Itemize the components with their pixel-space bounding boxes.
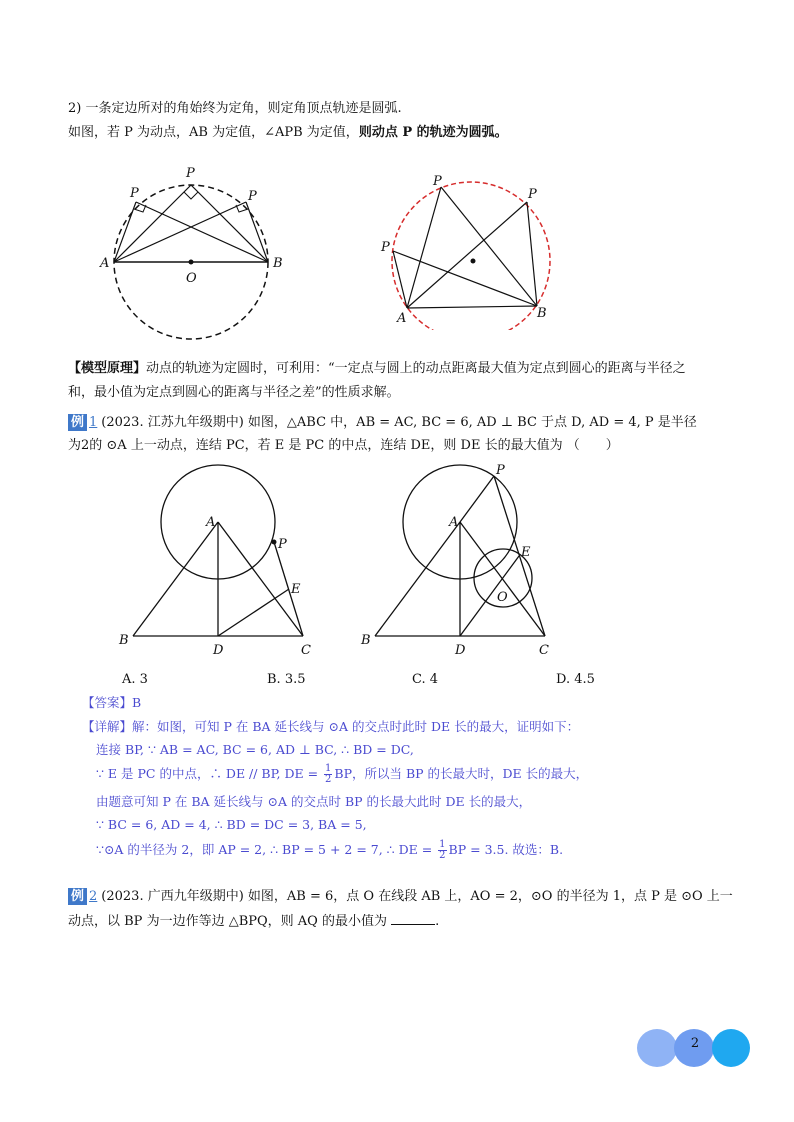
detail-line-4: 由题意可知 P 在 BA 延长线与 ⊙A 的交点时 BP 的长最大此时 DE 长的最大， xyxy=(96,794,532,809)
label-p: P xyxy=(248,189,257,204)
segment xyxy=(114,202,246,262)
label-b: B xyxy=(361,633,371,648)
label-o: O xyxy=(186,271,197,286)
answer-value: B xyxy=(132,695,142,710)
detail-line-1 xyxy=(82,718,579,736)
label-c: C xyxy=(539,643,549,658)
segment-ab xyxy=(375,522,460,636)
fraction-half xyxy=(324,764,332,785)
option-b[interactable]: B. 3.5 xyxy=(267,672,306,687)
segment xyxy=(407,202,527,308)
example-2-period: . xyxy=(435,914,440,929)
chord-ab xyxy=(407,306,537,308)
option-d[interactable]: D. 4.5 xyxy=(556,672,595,687)
rule-line-2-bold: 则动点 P 的轨迹为圆弧。 xyxy=(358,125,508,140)
label-d: D xyxy=(213,643,224,658)
option-c[interactable]: C. 4 xyxy=(412,672,439,687)
label-p: P xyxy=(496,463,505,478)
segment xyxy=(393,251,407,308)
center-point xyxy=(189,260,194,265)
detail-text-1: 解：如图，可知 P 在 BA 延长线与 ⊙A 的交点时此时 DE 长的最大，证明如下： xyxy=(132,719,580,734)
principle-label: 【模型原理】 xyxy=(68,361,147,376)
center-point xyxy=(471,259,476,264)
fraction-half xyxy=(438,840,446,861)
label-b: B xyxy=(273,256,283,271)
detail-line-3 xyxy=(96,764,588,785)
figure-example-1-a xyxy=(115,458,315,658)
fraction-denominator: 2 xyxy=(439,850,446,861)
detail-line-6 xyxy=(96,840,563,861)
segment-de xyxy=(218,589,289,636)
label-a: A xyxy=(397,311,407,326)
detail-text-3b: BP，所以当 BP 的长最大时，DE 长的最大， xyxy=(334,766,589,781)
detail-text-6b: BP = 3.5. 故选：B. xyxy=(448,842,564,857)
rule-line-1: 2) 一条定边所对的角始终为定角，则定角顶点轨迹是圆弧. xyxy=(68,101,402,116)
answer-label: 【答案】 xyxy=(82,695,133,710)
example-number: 1 xyxy=(89,415,98,430)
label-d: D xyxy=(455,643,466,658)
answer-blank[interactable] xyxy=(391,912,435,925)
label-a: A xyxy=(100,256,110,271)
figure-fixed-angle-locus xyxy=(375,165,565,330)
rule-line-2 xyxy=(68,124,508,142)
example-1-line-1 xyxy=(68,414,697,432)
detail-line-2: 连接 BP, ∵ AB = AC, BC = 6, AD ⊥ BC, ∴ BD = DC, xyxy=(96,742,414,757)
principle-text-1: 动点的轨迹为定圆时，可利用：“一定点与圆上的动点距离最大值为定点到圆心的距离与半径之 xyxy=(146,361,686,376)
segment-pc xyxy=(494,476,545,636)
segment xyxy=(114,185,191,262)
figure-example-1-b xyxy=(357,458,557,658)
label-p: P xyxy=(130,186,139,201)
example-1-text-1: (2023. 江苏九年级期中) 如图，△ABC 中，AB = AC, BC = 6, AD ⊥ BC 于点 D, AD = 4, P 是半径 xyxy=(101,415,697,430)
segment xyxy=(407,187,441,308)
detail-label: 【详解】 xyxy=(82,719,133,734)
page-bubble-left xyxy=(637,1029,677,1067)
label-e: E xyxy=(291,582,301,597)
label-p: P xyxy=(433,174,442,189)
detail-line-5: ∵ BC = 6, AD = 4, ∴ BD = DC = 3, BA = 5, xyxy=(96,817,367,832)
fraction-numerator: 1 xyxy=(439,839,446,850)
segment-ap xyxy=(460,476,494,522)
example-2-line-2 xyxy=(68,912,439,931)
example-2-line-1 xyxy=(68,888,733,906)
segment-de xyxy=(460,556,519,636)
answer-line xyxy=(82,694,141,712)
example-2-text-1: (2023. 广西九年级期中) 如图，AB = 6，点 O 在线段 AB 上，AO = 2，⊙O 的半径为 1，点 P 是 ⊙O 上一 xyxy=(101,889,733,904)
label-a: A xyxy=(206,515,216,530)
label-c: C xyxy=(301,643,311,658)
example-1-line-2: 为2的 ⊙A 上一动点，连结 PC，若 E 是 PC 的中点，连结 DE，则 DE 长的最大值为 （ ） xyxy=(68,438,619,453)
segment xyxy=(136,202,268,262)
example-tag: 例 xyxy=(68,414,87,431)
segment-ab xyxy=(133,522,218,636)
segment xyxy=(527,202,537,306)
fraction-numerator: 1 xyxy=(325,763,332,774)
detail-text-3a: ∵ E 是 PC 的中点，∴ DE // BP, DE = xyxy=(96,766,323,781)
label-o: O xyxy=(497,590,508,605)
principle-line-1 xyxy=(68,360,686,378)
figure-right-angle-locus xyxy=(90,160,290,350)
label-p: P xyxy=(186,166,195,181)
example-tag: 例 xyxy=(68,888,87,905)
label-a: A xyxy=(449,515,459,530)
page-number: 2 xyxy=(690,1036,700,1051)
principle-line-2: 和，最小值为定点到圆心的距离与半径之差”的性质求解。 xyxy=(68,385,400,400)
label-p: P xyxy=(528,187,537,202)
example-2-text-2: 动点，以 BP 为一边作等边 △BPQ，则 AQ 的最小值为 xyxy=(68,914,387,929)
right-angle-mark xyxy=(184,192,198,199)
detail-text-6a: ∵⊙A 的半径为 2，即 AP = 2, ∴ BP = 5 + 2 = 7, ∴ DE = xyxy=(96,842,437,857)
rule-line-2-text: 如图，若 P 为动点，AB 为定值，∠APB 为定值， xyxy=(68,125,359,140)
page-bubble-right xyxy=(712,1029,750,1067)
label-p: P xyxy=(381,240,390,255)
label-e: E xyxy=(521,545,531,560)
label-b: B xyxy=(537,306,547,321)
label-p: P xyxy=(278,537,287,552)
fraction-denominator: 2 xyxy=(325,774,332,785)
example-number: 2 xyxy=(89,889,98,904)
segment-ac xyxy=(218,522,303,636)
point-p xyxy=(272,540,277,545)
option-a[interactable]: A. 3 xyxy=(122,672,148,687)
label-b: B xyxy=(119,633,129,648)
